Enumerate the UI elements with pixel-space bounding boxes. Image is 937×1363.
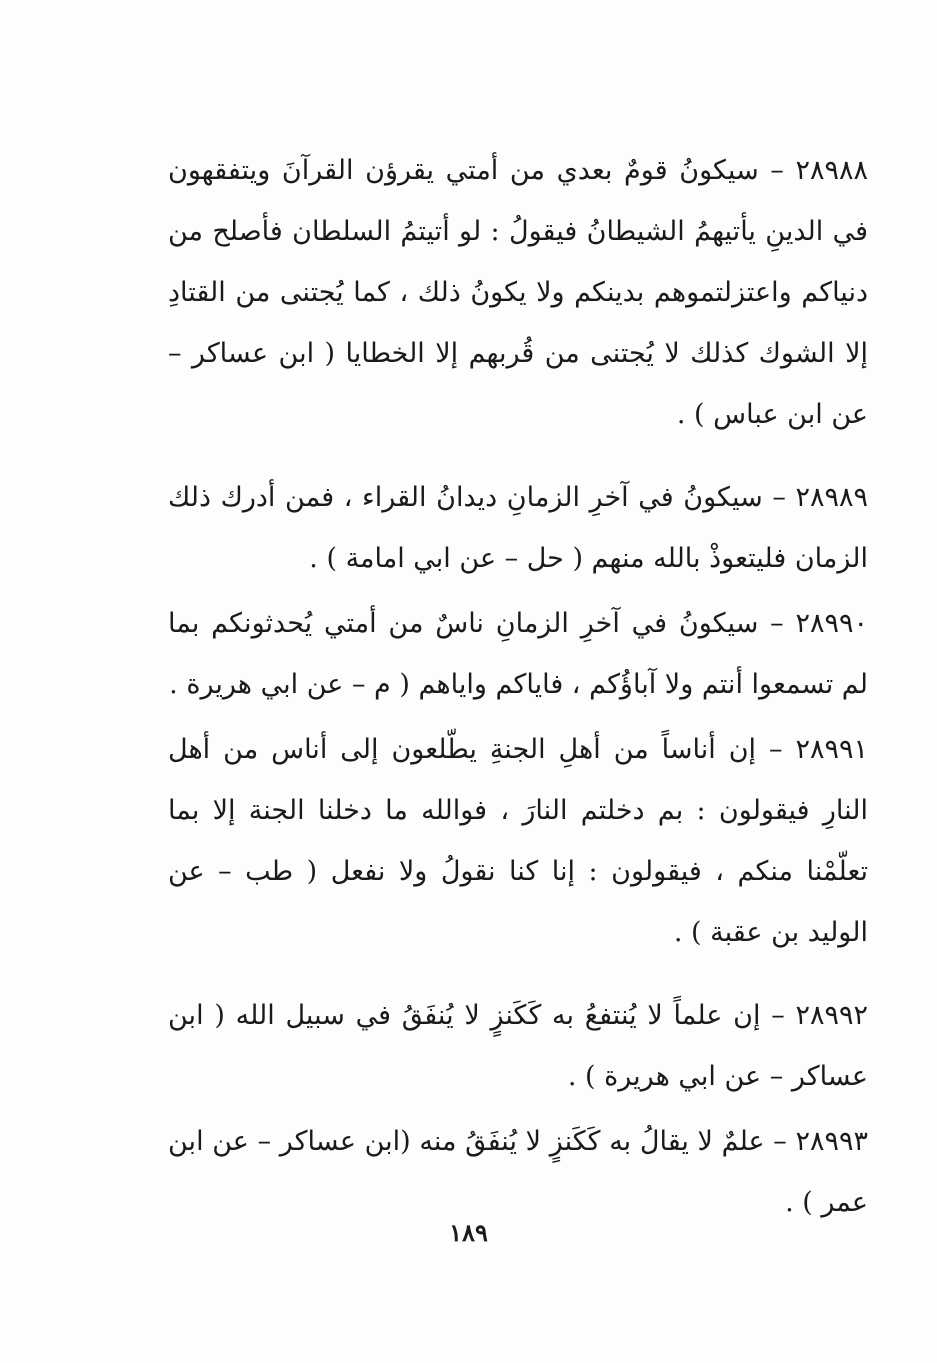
hadith-entry: [168, 1111, 868, 1233]
hadith-text: – إن أناساً من أهلِ الجنةِ يطّلعون إلى أناس من أهل النارِ فيقولون : بم دخلتم النارَ ، فوالله ما دخلنا الجنة إلا بما تعلّمْنا منكم ، فيقولون : إنا كنا نقولُ ولا نفعل ( طب – عن الوليد بن عقبة ) .: [168, 734, 868, 948]
hadith-text-block: [168, 140, 868, 1233]
hadith-text: – سيكونُ في آخرِ الزمانِ ديدانُ القراء ، فمن أدرك ذلك الزمان فليتعوذْ بالله منهم ( حل – عن ابي امامة ) .: [168, 482, 868, 574]
hadith-entry: [168, 593, 868, 715]
hadith-text: – سيكونُ في آخرِ الزمانِ ناسٌ من أمتي يُحدثونكم بما لم تسمعوا أنتم ولا آباؤُكم ، فاياكم واياهم ( م – عن ابي هريرة .: [168, 608, 868, 700]
page-number: ١٨٩: [449, 1218, 488, 1247]
hadith-number: ٢٨٩٩٣: [795, 1126, 868, 1157]
hadith-number: ٢٨٩٩٢: [795, 1000, 868, 1031]
hadith-number: ٢٨٩٨٨: [795, 155, 868, 186]
hadith-entry: [168, 467, 868, 589]
hadith-text: – سيكونُ قومٌ بعدي من أمتي يقرؤن القرآنَ ويتفقهون في الدينِ يأتيهمُ الشيطانُ فيقولُ : لو أتيتمُ السلطان فأصلح من دنياكم واعتزلتموهم بدينكم ولا يكونُ ذلك ، كما يُجتنى من القتادِ إلا الشوك كذلك لا يُجتنى من قُربهم إلا الخطايا ( ابن عساكر – عن ابن عباس ) .: [168, 155, 868, 430]
hadith-entry: [168, 140, 868, 445]
hadith-number: ٢٨٩٨٩: [795, 482, 868, 513]
hadith-number: ٢٨٩٩٠: [795, 608, 868, 639]
hadith-text: – علمٌ لا يقالُ به كَكَنزٍ لا يُنفَقُ منه (ابن عساكر – عن ابن عمر ) .: [168, 1126, 868, 1218]
hadith-text: – إن علماً لا يُنتفعُ به كَكَنزٍ لا يُنفَقُ في سبيل الله ( ابن عساكر – عن ابي هريرة ) .: [168, 1000, 868, 1092]
hadith-number: ٢٨٩٩١: [795, 734, 868, 765]
hadith-entry: [168, 985, 868, 1107]
hadith-entry: [168, 719, 868, 963]
